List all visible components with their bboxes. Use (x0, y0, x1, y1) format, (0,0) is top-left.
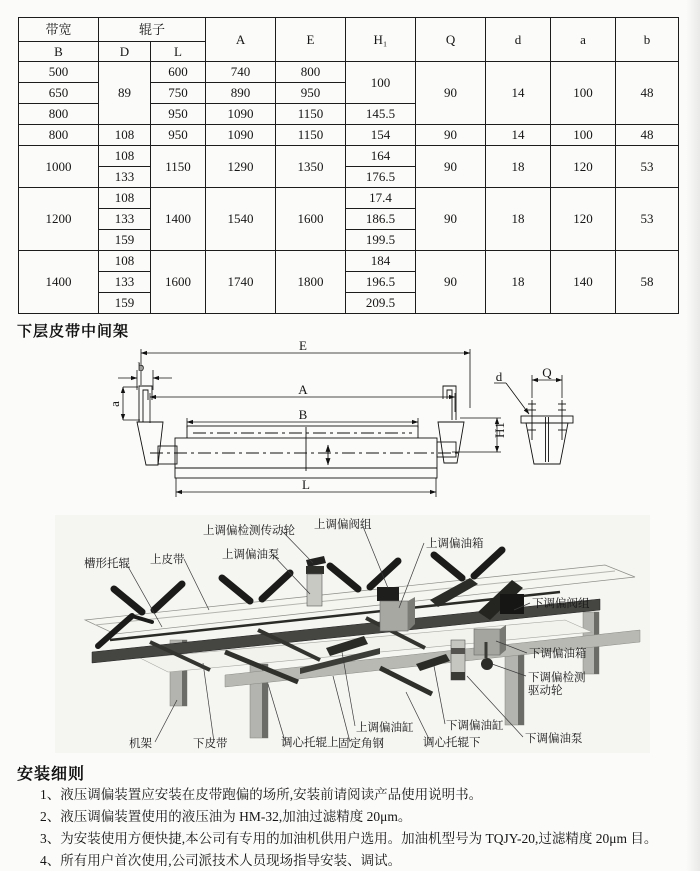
spec-table-wrap (18, 17, 678, 314)
table-row (19, 251, 679, 272)
label-trough-idler: 槽形托辊 (84, 558, 130, 570)
table-cell: A (206, 18, 276, 62)
table-cell: 176.5 (346, 167, 416, 188)
label-lower-cylinder: 下调偏油缸 (446, 720, 504, 732)
table-cell: 133 (99, 272, 151, 293)
dim-label-E: E (299, 340, 307, 353)
install-title: 安装细则 (17, 766, 86, 783)
table-cell: 184 (346, 251, 416, 272)
table-cell: 90 (416, 188, 486, 251)
table-cell: 145.5 (346, 104, 416, 125)
dim-label-d: d (495, 369, 503, 384)
table-cell: 1600 (276, 188, 346, 251)
table-cell: 950 (151, 125, 206, 146)
table-cell: 89 (99, 62, 151, 125)
table-cell: 1400 (19, 251, 99, 314)
table-cell: E (276, 18, 346, 62)
table-row (19, 188, 679, 209)
table-cell: 100 (551, 125, 616, 146)
diagram-title: 下层皮带中间架 (17, 323, 130, 340)
table-row (19, 125, 679, 146)
table-cell: 48 (616, 62, 679, 125)
dim-d-leader (494, 383, 529, 414)
table-row (19, 146, 679, 167)
table-cell: 100 (551, 62, 616, 125)
dim-label-L: L (302, 477, 310, 492)
table-cell: 209.5 (346, 293, 416, 314)
table-cell: a (551, 18, 616, 62)
table-cell: Q (416, 18, 486, 62)
label-frame: 机架 (129, 738, 152, 750)
isometric-illustration (0, 505, 700, 760)
table-cell: 950 (151, 104, 206, 125)
dim-label-A: A (298, 382, 308, 397)
table-cell: 带宽 (19, 18, 99, 42)
table-cell: b (616, 18, 679, 62)
table-cell: 48 (616, 125, 679, 146)
label-upper-tank: 上调偏油箱 (426, 538, 484, 550)
table-cell: 1200 (19, 188, 99, 251)
install-item-4: 4、所有用户首次使用,公司派技术人员现场指导安装、调试。 (40, 853, 402, 868)
dim-label-a: a (107, 401, 122, 407)
install-item-1: 1、液压调偏装置应安装在皮带跑偏的场所,安装前请阅读产品使用说明书。 (40, 787, 483, 802)
table-cell: H₁ (346, 18, 416, 62)
spec-table-body (19, 62, 679, 314)
dim-a (123, 387, 140, 420)
table-cell: 1290 (206, 146, 276, 188)
table-cell: 133 (99, 167, 151, 188)
table-cell: 159 (99, 293, 151, 314)
table-cell: 750 (151, 83, 206, 104)
label-lower-detect-1: 下调偏检测 (528, 672, 586, 684)
table-cell: 1540 (206, 188, 276, 251)
table-cell: 90 (416, 125, 486, 146)
table-cell: 1000 (19, 146, 99, 188)
table-cell: 18 (486, 188, 551, 251)
table-cell: 1150 (151, 146, 206, 188)
table-cell: 133 (99, 209, 151, 230)
table-cell: L (151, 42, 206, 62)
table-row (19, 18, 679, 42)
table-cell: 154 (346, 125, 416, 146)
label-lower-valve: 下调偏阀组 (532, 598, 590, 610)
table-cell: 辊子 (99, 18, 206, 42)
table-cell: d (486, 18, 551, 62)
table-cell: 108 (99, 188, 151, 209)
label-lower-tank: 下调偏油箱 (529, 648, 587, 660)
table-cell: 1350 (276, 146, 346, 188)
table-cell: B (19, 42, 99, 62)
table-row (19, 62, 679, 83)
table-cell: 1090 (206, 104, 276, 125)
table-cell: 108 (99, 251, 151, 272)
table-cell: 164 (346, 146, 416, 167)
table-cell: 1400 (151, 188, 206, 251)
dim-label-b: b (137, 359, 145, 374)
table-cell: 90 (416, 62, 486, 125)
spec-table (18, 17, 679, 314)
label-fixed-angle: 固定角钢 (338, 738, 384, 750)
table-cell: 100 (346, 62, 416, 104)
table-cell: 120 (551, 146, 616, 188)
install-item-2: 2、液压调偏装置使用的液压油为 HM-32,加油过滤精度 20μm。 (40, 809, 412, 824)
table-cell: 1150 (276, 104, 346, 125)
table-cell: 53 (616, 188, 679, 251)
scan-edge-shadow (686, 0, 700, 871)
table-cell: 17.4 (346, 188, 416, 209)
upper-oil-tank (380, 597, 415, 631)
table-cell: 1150 (276, 125, 346, 146)
spec-table-head (19, 18, 679, 62)
label-upper-cylinder: 上调偏油缸 (356, 722, 414, 734)
label-align-idler-lower: 调心托辊下 (423, 737, 481, 749)
table-cell: 890 (206, 83, 276, 104)
table-cell: 740 (206, 62, 276, 83)
table-cell: 18 (486, 146, 551, 188)
dim-label-Q: Q (542, 365, 552, 380)
table-cell: 53 (616, 146, 679, 188)
table-cell: 800 (19, 125, 99, 146)
table-cell: 500 (19, 62, 99, 83)
table-cell: 600 (151, 62, 206, 83)
label-upper-valve: 上调偏阀组 (314, 519, 372, 531)
table-cell: 120 (551, 188, 616, 251)
table-cell: 140 (551, 251, 616, 314)
label-upper-detect-wheel: 上调偏检测传动轮 (203, 525, 295, 537)
table-cell: 196.5 (346, 272, 416, 293)
dim-label-H1: H1 (492, 422, 507, 438)
return-roller-drawing (150, 426, 460, 478)
label-upper-belt: 上皮带 (150, 554, 185, 566)
table-cell: 58 (616, 251, 679, 314)
label-upper-pump: 上调偏油泵 (222, 549, 280, 561)
install-list (40, 784, 680, 871)
table-cell: D (99, 42, 151, 62)
label-align-idler-upper: 调心托辊上 (281, 737, 339, 749)
table-cell: 108 (99, 125, 151, 146)
right-bracket-drawing (438, 386, 464, 463)
table-cell: 199.5 (346, 230, 416, 251)
upper-valve-block (377, 587, 399, 601)
table-cell: 108 (99, 146, 151, 167)
table-cell: 1090 (206, 125, 276, 146)
lower-pump-shape (451, 640, 465, 680)
dim-label-B: B (298, 407, 308, 422)
table-cell: 186.5 (346, 209, 416, 230)
table-cell: 1800 (276, 251, 346, 314)
table-cell: 950 (276, 83, 346, 104)
install-item-3: 3、为安装使用方便快捷,本公司有专用的加油机供用户选用。加油机型号为 TQJY-20,过滤精度 20μm 目。 (40, 831, 658, 846)
label-lower-detect-2: 驱动轮 (528, 685, 563, 697)
table-cell: 18 (486, 251, 551, 314)
table-cell: 90 (416, 251, 486, 314)
table-cell: 1600 (151, 251, 206, 314)
table-cell: 14 (486, 62, 551, 125)
table-cell: 159 (99, 230, 151, 251)
table-cell: 1740 (206, 251, 276, 314)
dimension-diagram (0, 340, 700, 505)
table-cell: 90 (416, 146, 486, 188)
lower-oil-tank (474, 625, 506, 655)
label-lower-belt: 下皮带 (193, 738, 228, 750)
table-cell: 14 (486, 125, 551, 146)
side-view-bracket (521, 400, 573, 464)
table-cell: 800 (19, 104, 99, 125)
label-lower-pump: 下调偏油泵 (525, 733, 583, 745)
table-cell: 650 (19, 83, 99, 104)
dim-E (141, 349, 470, 408)
table-cell: 800 (276, 62, 346, 83)
